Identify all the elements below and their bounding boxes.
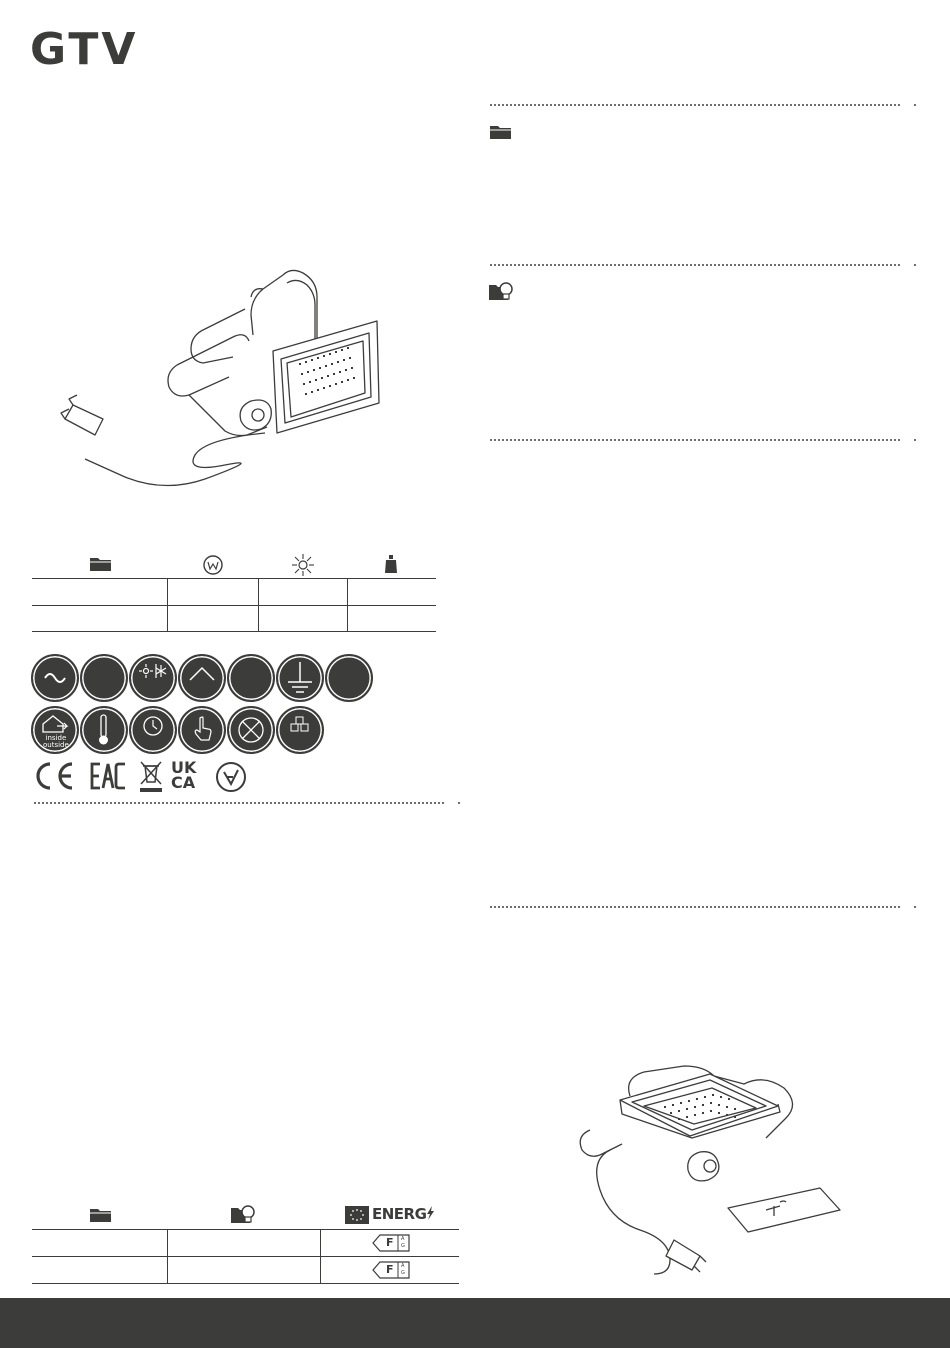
weight-icon bbox=[384, 554, 398, 574]
floodlight-folded-illustration bbox=[570, 1060, 860, 1290]
folder-icon bbox=[89, 556, 113, 572]
energy-class-letter: F bbox=[386, 1263, 394, 1276]
energy-label-text: ENERG bbox=[372, 1205, 427, 1223]
spec-table-divider bbox=[258, 579, 259, 631]
luminous-flux-icon bbox=[291, 553, 315, 577]
spec-table-rule bbox=[32, 631, 436, 632]
voltage-badge bbox=[80, 654, 128, 702]
wattage-icon bbox=[202, 554, 224, 576]
folder-icon bbox=[89, 1207, 113, 1223]
spec-table-rule bbox=[32, 605, 436, 606]
light-source-icon bbox=[488, 280, 514, 302]
section-divider bbox=[34, 802, 444, 804]
section-divider bbox=[490, 264, 900, 266]
floodlight-illustration bbox=[55, 255, 395, 505]
eu-flag-icon bbox=[345, 1206, 369, 1224]
energy-label-heading bbox=[372, 1205, 435, 1223]
beam-angle-badge bbox=[178, 654, 226, 702]
ac-power-badge bbox=[31, 654, 79, 702]
outside-label: outside bbox=[43, 741, 69, 749]
no-dimming-badge bbox=[227, 706, 275, 754]
energy-scale-bottom: G bbox=[401, 1243, 405, 1249]
spec-table-divider bbox=[167, 579, 168, 631]
inside-outside-badge bbox=[31, 706, 79, 754]
eac-mark-icon bbox=[90, 760, 126, 792]
energy-scale-top: A bbox=[401, 1263, 405, 1269]
section-divider bbox=[490, 439, 900, 441]
energy-class-label bbox=[372, 1234, 410, 1252]
energy-table-divider bbox=[320, 1230, 321, 1283]
ukca-mark-ca: CA bbox=[171, 773, 196, 792]
weee-bin-icon bbox=[138, 760, 164, 792]
lightning-icon bbox=[426, 1206, 435, 1220]
energy-table-rule bbox=[32, 1229, 459, 1230]
light-source-icon bbox=[230, 1203, 256, 1225]
touch-switch-badge bbox=[178, 706, 226, 754]
lifetime-badge bbox=[129, 706, 177, 754]
led-chips-badge bbox=[276, 706, 324, 754]
temperature-range-badge bbox=[129, 654, 177, 702]
inside-label: inside bbox=[45, 734, 67, 742]
ip-rating-badge bbox=[227, 654, 275, 702]
energy-table-divider bbox=[167, 1230, 168, 1283]
energy-table-rule bbox=[32, 1283, 459, 1284]
folder-icon bbox=[489, 124, 513, 140]
ukca-mark-uk: UK bbox=[171, 758, 197, 777]
ukrainian-conformity-icon bbox=[214, 760, 248, 792]
energy-scale-top: A bbox=[401, 1236, 405, 1242]
energy-class-label bbox=[372, 1261, 410, 1279]
energy-class-letter: F bbox=[386, 1236, 394, 1249]
protection-class-badge bbox=[325, 654, 373, 702]
ground-protection-badge bbox=[276, 654, 324, 702]
brand-logo: GTV bbox=[30, 24, 139, 75]
section-divider bbox=[490, 104, 900, 106]
spec-table-divider bbox=[347, 579, 348, 631]
footer-bar bbox=[0, 1298, 950, 1348]
ce-mark-icon bbox=[33, 760, 75, 792]
spec-table-rule bbox=[32, 578, 436, 579]
energy-table-rule bbox=[32, 1256, 459, 1257]
thermometer-badge bbox=[80, 706, 128, 754]
energy-scale-bottom: G bbox=[401, 1270, 405, 1276]
section-divider bbox=[490, 906, 900, 908]
